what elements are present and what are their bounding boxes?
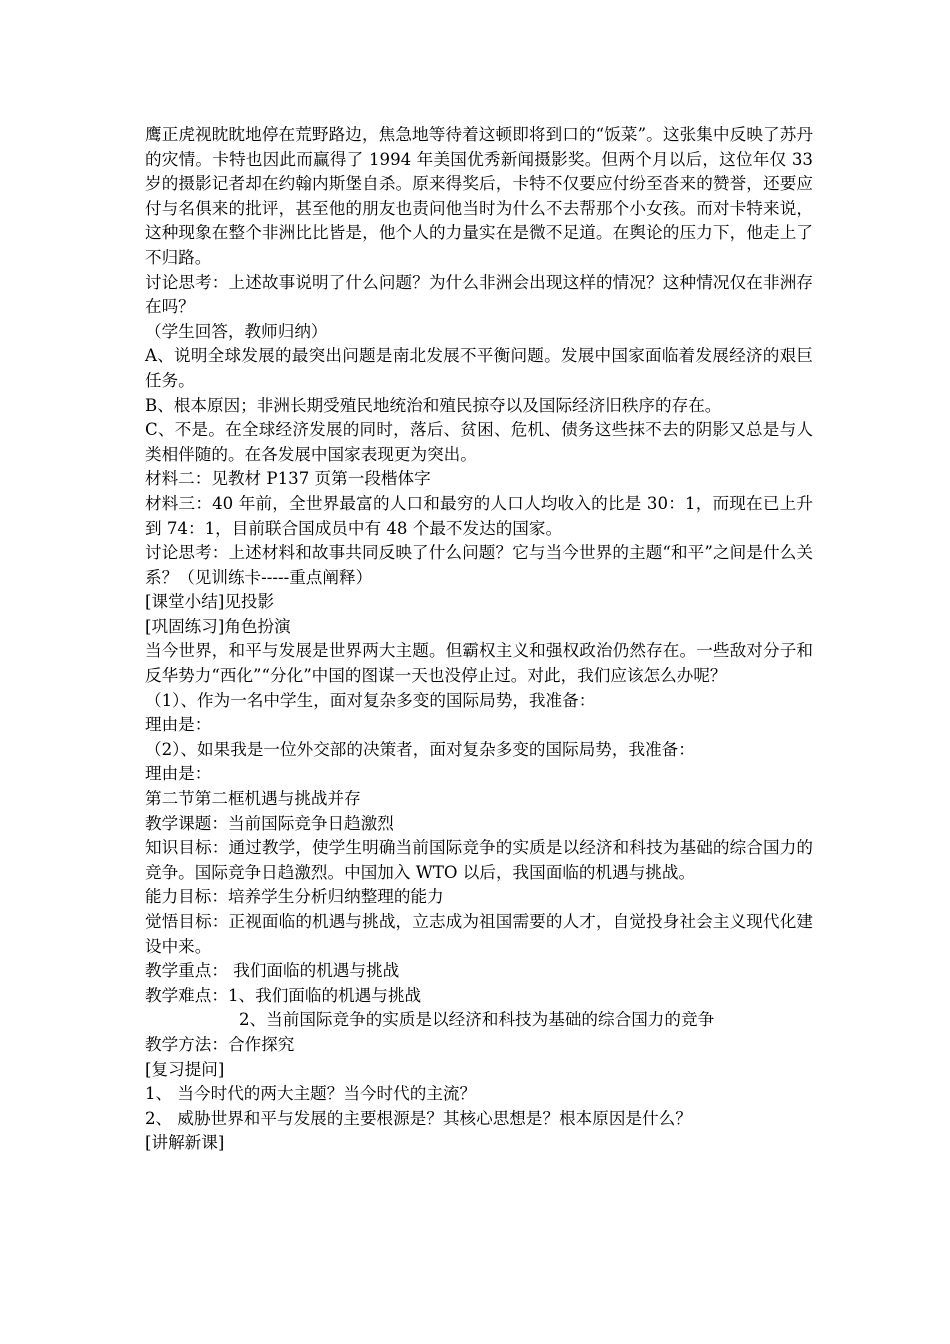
paragraph-lesson-topic: 教学课题：当前国际竞争日趋激烈 xyxy=(145,813,394,833)
paragraph-practice-heading: [巩固练习]角色扮演 xyxy=(145,616,291,636)
paragraph-review-q2: 2、 威胁世界和平与发展的主要根源是？其核心思想是？根本原因是什么？ xyxy=(145,1108,692,1128)
paragraph-answer-a: A、说明全球发展的最突出问题是南北发展不平衡问题。发展中国家面临着发展经济的艰巨任务。 xyxy=(145,346,813,390)
paragraph-review-heading: [复习提问] xyxy=(145,1059,225,1079)
paragraph-ability-goal: 能力目标：培养学生分析归纳整理的能力 xyxy=(145,887,444,907)
paragraph-class-summary: [课堂小结]见投影 xyxy=(145,592,275,612)
paragraph-reason-2: 理由是： xyxy=(145,764,212,784)
paragraph-difficulty-1: 教学难点：1、我们面临的机遇与挑战 xyxy=(145,985,422,1005)
paragraph-role-2: （2）、如果我是一位外交部的决策者，面对复杂多变的国际局势，我准备： xyxy=(145,739,695,759)
paragraph-answer-c: C、不是。在全球经济发展的同时，落后、贫困、危机、债务这些抹不去的阴影又总是与人类相伴随的。在各发展中国家表现更为突出。 xyxy=(145,420,813,464)
paragraph-new-lesson-heading: [讲解新课] xyxy=(145,1133,225,1153)
paragraph-teaching-method: 教学方法：合作探究 xyxy=(145,1034,295,1054)
paragraph-awareness-goal: 觉悟目标：正视面临的机遇与挑战，立志成为祖国需要的人才，自觉投身社会主义现代化建设中来。 xyxy=(145,912,813,956)
paragraph-section-title: 第二节第二框机遇与挑战并存 xyxy=(145,789,361,809)
paragraph-carter-story: 鹰正虎视眈眈地停在荒野路边，焦急地等待着这顿即将到口的“饭菜”。这张集中反映了苏丹的灾情。卡特也因此而赢得了 1994 年美国优秀新闻摄影奖。但两个月以后，这位年仅 33 岁的摄影记者却在约翰内斯堡自杀。原来得奖后，卡特不仅要应付纷至沓来的赞誉，还要应付与名俱来的批评，甚至他的朋友也责问他当时为什么不去帮那个小女孩。而对卡特来说，这种现象在整个非洲比比皆是，他个人的力量实在是微不足道。在舆论的压力下，他走上了不归路。 xyxy=(145,125,813,267)
paragraph-difficulty-2: 2、当前国际竞争的实质是以经济和科技为基础的综合国力的竞争 xyxy=(239,1010,715,1030)
paragraph-student-answer-note: （学生回答，教师归纳） xyxy=(145,321,328,341)
paragraph-role-1: （1）、作为一名中学生，面对复杂多变的国际局势，我准备： xyxy=(145,690,596,710)
paragraph-discussion-1: 讨论思考：上述故事说明了什么问题？为什么非洲会出现这样的情况？这种情况仅在非洲存在吗？ xyxy=(145,272,813,317)
paragraph-answer-b: B、根本原因；非洲长期受殖民地统治和殖民掠夺以及国际经济旧秩序的存在。 xyxy=(145,395,722,415)
document-page xyxy=(145,123,813,1156)
paragraph-key-point: 教学重点： 我们面临的机遇与挑战 xyxy=(145,961,400,981)
paragraph-review-q1: 1、 当今时代的两大主题？当今时代的主流？ xyxy=(145,1084,477,1104)
paragraph-reason-1: 理由是： xyxy=(145,715,212,735)
paragraph-discussion-2: 讨论思考：上述材料和故事共同反映了什么问题？它与当今世界的主题“和平”之间是什么关系？（见训练卡-----重点阐释） xyxy=(145,543,813,587)
paragraph-knowledge-goal: 知识目标：通过教学，使学生明确当前国际竞争的实质是以经济和科技为基础的综合国力的竞争。国际竞争日趋激烈。中国加入 WTO 以后，我国面临的机遇与挑战。 xyxy=(145,838,813,882)
paragraph-practice-intro: 当今世界，和平与发展是世界两大主题。但霸权主义和强权政治仍然存在。一些敌对分子和反华势力“西化”“分化”中国的图谋一天也没停止过。对此，我们应该怎么办呢？ xyxy=(145,641,813,686)
paragraph-material-3: 材料三：40 年前，全世界最富的人口和最穷的人口人均收入的比是 30：1，而现在已上升到 74：1，目前联合国成员中有 48 个最不发达的国家。 xyxy=(145,493,813,538)
paragraph-material-2: 材料二：见教材 P137 页第一段楷体字 xyxy=(145,469,431,489)
